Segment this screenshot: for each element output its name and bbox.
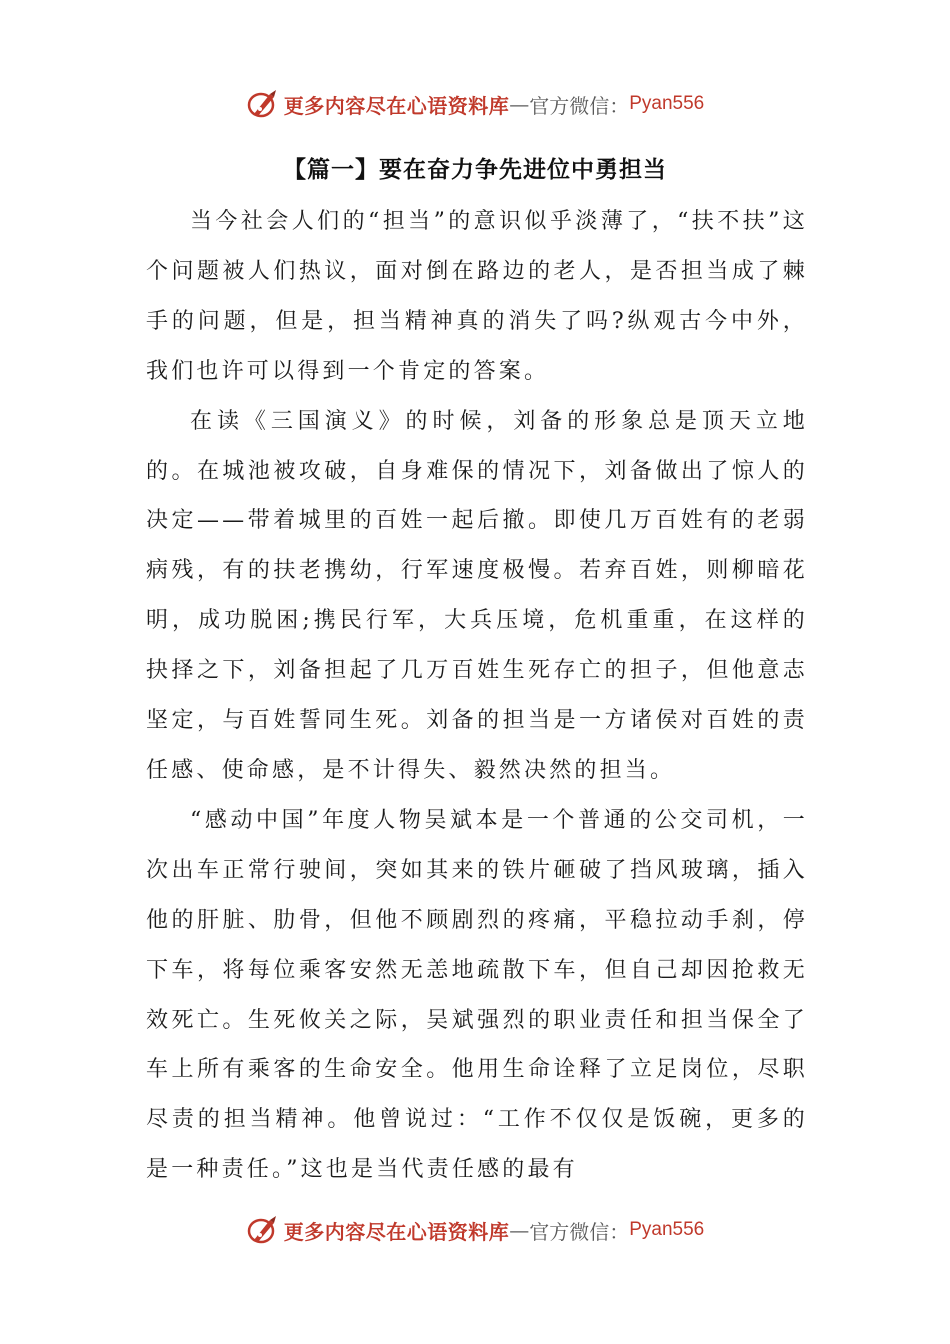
banner-wechat-label: 官方微信： <box>529 1219 630 1244</box>
banner-site-name: 更多内容尽在心语资料库 <box>283 1219 510 1244</box>
paragraph-3: “感动中国”年度人物吴斌本是一个普通的公交司机，一次出车正常行驶间，突如其来的铁片砸破了挡风玻璃，插入他的肝脏、肋骨，但他不顾剧烈的疼痛，平稳拉动手刹，停下车，将每位乘客安然无恙地疏散下车，但自己却因抢救无效死亡。生死攸关之际，吴斌强烈的职业责任和担当保全了车上所有乘客的生命安全。他用生命诠释了立足岗位，尽职尽责的担当精神。他曾说过：“工作不仅仅是饭碗，更多的是一种责任。”这也是当代责任感的最有 <box>146 807 808 1183</box>
banner-dash: — <box>509 92 530 116</box>
header-banner <box>0 84 950 124</box>
article-title: 【篇一】要在奋力争先进位中勇担当 <box>283 157 667 183</box>
banner-wechat-id: Pyan556 <box>629 1219 705 1240</box>
article-body <box>146 197 808 1195</box>
banner-wechat-label: 官方微信： <box>529 93 630 118</box>
pen-nib-logo-icon <box>246 88 280 120</box>
pen-nib-logo-icon <box>246 1214 280 1246</box>
banner-site-name: 更多内容尽在心语资料库 <box>283 93 510 118</box>
footer-banner <box>0 1210 950 1250</box>
banner-wechat-id: Pyan556 <box>629 93 705 114</box>
paragraph-2: 在读《三国演义》的时候，刘备的形象总是顶天立地的。在城池被攻破，自身难保的情况下，刘备做出了惊人的决定——带着城里的百姓一起后撤。即使几万百姓有的老弱病残，有的扶老携幼，行军速度极慢。若弃百姓，则柳暗花明，成功脱困;携民行军，大兵压境，危机重重，在这样的抉择之下，刘备担起了几万百姓生死存亡的担子，但他意志坚定，与百姓誓同生死。刘备的担当是一方诸侯对百姓的责任感、使命感，是不计得失、毅然决然的担当。 <box>146 408 808 783</box>
banner-dash: — <box>509 1218 530 1242</box>
paragraph-1: 当今社会人们的“担当”的意识似乎淡薄了，“扶不扶”这个问题被人们热议，面对倒在路边的老人，是否担当成了棘手的问题，但是，担当精神真的消失了吗?纵观古今中外，我们也许可以得到一个肯定的答案。 <box>146 209 808 384</box>
